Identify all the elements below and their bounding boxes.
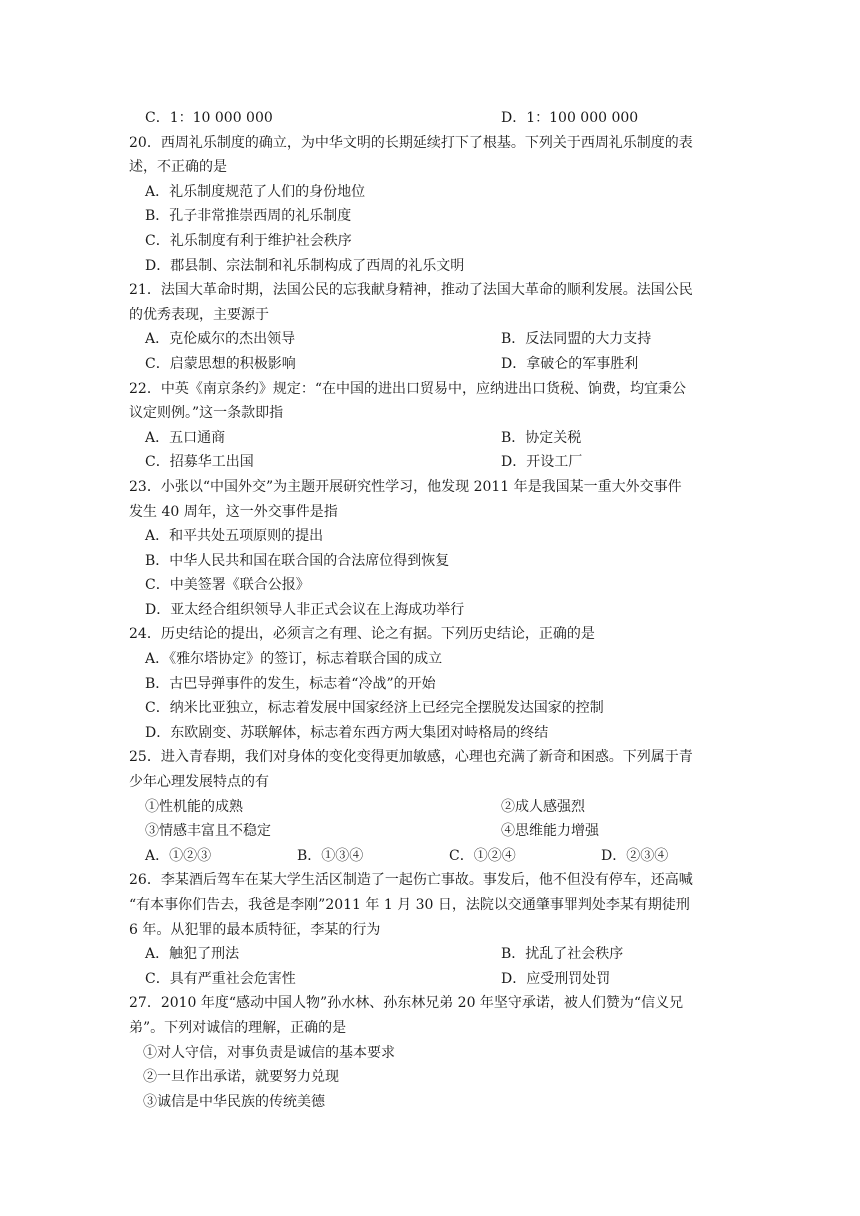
q21-options-ab	[129, 327, 735, 352]
q24-option-c: C．纳米比亚独立，标志着发展中国家经济上已经完全摆脱发达国家的控制	[145, 700, 604, 717]
q20-stem-line1: 20．西周礼乐制度的确立，为中华文明的长期延续打下了根基。下列关于西周礼乐制度的表	[129, 134, 693, 151]
q20-option-b: B．孔子非常推崇西周的礼乐制度	[145, 208, 352, 225]
q26-option-d: D．应受刑罚处罚	[501, 970, 611, 987]
q23-option-a: A．和平共处五项原则的提出	[145, 528, 324, 545]
q27-statement-1: ①对人守信，对事负责是诚信的基本要求	[143, 1044, 395, 1061]
q22-options-ab	[129, 426, 735, 451]
q25-statements-12	[129, 795, 735, 820]
q25-option-d: D．②③④	[601, 847, 669, 864]
q19-option-d: D．1：100 000 000	[501, 110, 639, 126]
q26-option-b: B．扰乱了社会秩序	[501, 946, 624, 963]
q23-option-b: B．中华人民共和国在联合国的合法席位得到恢复	[145, 552, 450, 569]
q25-stem-line2: 少年心理发展特点的有	[129, 774, 269, 791]
q26-option-a: A．触犯了刑法	[145, 946, 240, 963]
q25-option-a: A．①②③	[145, 847, 212, 864]
q25-statement-2: ②成人感强烈	[501, 798, 585, 815]
q21-option-d: D．拿破仑的军事胜利	[501, 355, 639, 372]
q26-option-c: C．具有严重社会危害性	[145, 970, 296, 987]
q26-stem-line2: “有本事你们告去，我爸是李刚”2011 年 1 月 30 日，法院以交通肇事罪判处李某有期徒刑	[129, 897, 690, 913]
q25-option-b: B．①③④	[297, 847, 364, 864]
q26-options-cd	[129, 967, 735, 992]
q19-options-cd	[129, 106, 735, 131]
q20-option-c: C．礼乐制度有利于维护社会秩序	[145, 232, 352, 249]
q26-stem-line1: 26．李某酒后驾车在某大学生活区制造了一起伤亡事故。事发后，他不但没有停车，还高喊	[129, 872, 693, 889]
q23-option-d: D．亚太经合组织领导人非正式会议在上海成功举行	[145, 601, 465, 618]
q27-stem-line1: 27．2010 年度“感动中国人物”孙水林、孙东林兄弟 20 年坚守承诺，被人们赞为“信义兄	[129, 995, 684, 1012]
q20-stem-line2: 述，不正确的是	[129, 159, 227, 176]
q21-stem-line1: 21．法国大革命时期，法国公民的忘我献身精神，推动了法国大革命的顺利发展。法国公民	[129, 282, 693, 299]
q22-option-a: A．五口通商	[145, 429, 226, 446]
q22-stem-line1: 22．中英《南京条约》规定：“在中国的进出口贸易中，应纳进出口货税、饷费，均宜秉公	[129, 380, 686, 397]
q24-option-a: A．《雅尔塔协定》的签订，标志着联合国的成立	[145, 651, 443, 668]
q20-option-a: A．礼乐制度规范了人们的身份地位	[145, 183, 366, 200]
q21-stem-line2: 的优秀表现，主要源于	[129, 306, 269, 323]
q24-option-d: D．东欧剧变、苏联解体，标志着东西方两大集团对峙格局的终结	[145, 724, 549, 741]
q25-options	[129, 844, 735, 869]
q22-stem-line2: 议定则例。”这一条款即指	[129, 405, 284, 422]
q25-statement-1: ①性机能的成熟	[145, 798, 243, 815]
q19-option-c: C．1：10 000 000	[145, 110, 273, 126]
q26-options-ab	[129, 942, 735, 967]
exam-content	[129, 106, 735, 1114]
q23-option-c: C．中美签署《联合公报》	[145, 577, 310, 594]
q24-option-b: B．古巴导弹事件的发生，标志着“冷战”的开始	[145, 675, 436, 692]
q22-option-b: B．协定关税	[501, 429, 582, 446]
q21-option-a: A．克伦威尔的杰出领导	[145, 331, 296, 348]
q21-options-cd	[129, 352, 735, 377]
q23-stem-line1: 23．小张以“中国外交”为主题开展研究性学习，他发现 2011 年是我国某一重大外交事件	[129, 478, 682, 495]
q23-stem-line2: 发生 40 周年，这一外交事件是指	[129, 503, 338, 520]
q20-option-d: D．郡县制、宗法制和礼乐制构成了西周的礼乐文明	[145, 257, 465, 274]
q22-option-c: C．招募华工出国	[145, 454, 254, 471]
q25-statement-3: ③情感丰富且不稳定	[145, 823, 271, 840]
q22-options-cd	[129, 450, 735, 475]
q27-statement-2: ②一旦作出承诺，就要努力兑现	[143, 1069, 339, 1086]
q25-option-c: C．①②④	[449, 847, 516, 864]
q27-statement-3: ③诚信是中华民族的传统美德	[143, 1093, 325, 1110]
q27-stem-line2: 弟”。下列对诚信的理解，正确的是	[129, 1019, 347, 1036]
q25-stem-line1: 25．进入青春期，我们对身体的变化变得更加敏感，心理也充满了新奇和困惑。下列属于青	[129, 749, 693, 766]
q26-stem-line3: 6 年。从犯罪的最本质特征，李某的行为	[129, 921, 381, 938]
q21-option-c: C．启蒙思想的积极影响	[145, 355, 296, 372]
q25-statement-4: ④思维能力增强	[501, 823, 599, 840]
q24-stem-line1: 24．历史结论的提出，必须言之有理、论之有据。下列历史结论，正确的是	[129, 626, 595, 643]
q22-option-d: D．开设工厂	[501, 454, 583, 471]
q21-option-b: B．反法同盟的大力支持	[501, 331, 652, 348]
q25-statements-34	[129, 819, 735, 844]
